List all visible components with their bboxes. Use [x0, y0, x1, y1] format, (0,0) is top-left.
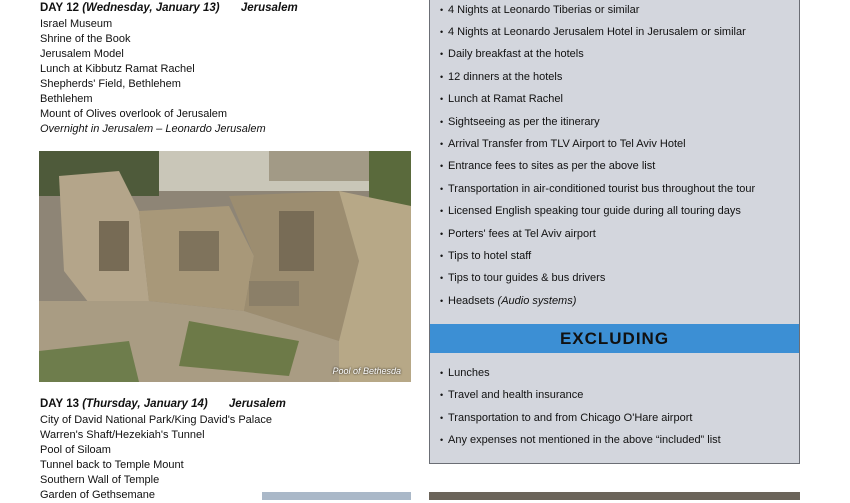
day13-itinerary [40, 413, 272, 503]
itinerary-line: Garden of Gethsemane [40, 489, 155, 501]
inclusions-panel [429, 0, 800, 464]
itinerary-line: Bethlehem [40, 93, 93, 105]
list-item: • Sightseeing as per the itinerary [440, 111, 755, 133]
day13-heading [40, 398, 286, 410]
bullet-icon: • [440, 161, 444, 172]
photo-caption: Pool of Bethesda [332, 366, 401, 376]
list-item: • Tips to tour guides & bus drivers [440, 267, 755, 289]
bullet-icon: • [440, 295, 444, 306]
bullet-icon: • [440, 183, 444, 194]
itinerary-line: City of David National Park/King David's Palace [40, 414, 272, 426]
itinerary-line: Southern Wall of Temple [40, 474, 160, 486]
list-item: • Tips to hotel staff [440, 245, 755, 267]
bullet-icon: • [440, 49, 444, 60]
list-item: • Any expenses not mentioned in the above “included” list [440, 429, 721, 451]
itinerary-line: Pool of Siloam [40, 444, 111, 456]
day12-itinerary [40, 17, 266, 137]
itinerary-line: Tunnel back to Temple Mount [40, 459, 184, 471]
day13-label: DAY 13 [40, 398, 80, 410]
bullet-icon: • [440, 228, 444, 239]
itinerary-line: Jerusalem Model [40, 48, 124, 60]
list-item: • Daily breakfast at the hotels [440, 43, 755, 65]
day12-label: DAY 12 [40, 2, 80, 14]
excluding-list [440, 362, 721, 452]
itinerary-line: Warren's Shaft/Hezekiah's Tunnel [40, 429, 205, 441]
itinerary-line: Israel Museum [40, 18, 113, 30]
bullet-icon: • [440, 390, 444, 401]
bullet-icon: • [440, 94, 444, 105]
day12-city: Jerusalem [240, 2, 298, 14]
list-item: • 4 Nights at Leonardo Jerusalem Hotel in Jerusalem or similar [440, 21, 755, 43]
list-item: • Lunches [440, 362, 721, 384]
bullet-icon: • [440, 368, 444, 378]
bullet-icon: • [440, 412, 444, 423]
list-item: • Licensed English speaking tour guide during all touring days [440, 200, 755, 222]
itinerary-line: Shepherds' Field, Bethlehem [40, 78, 181, 90]
itinerary-line: Mount of Olives overlook of Jerusalem [40, 108, 228, 120]
list-item: • Entrance fees to sites as per the above list [440, 155, 755, 177]
list-item: • Headsets (Audio systems) [440, 290, 755, 312]
bullet-icon: • [440, 206, 444, 217]
bottom-photo-right [429, 492, 800, 500]
overnight-line: Overnight in Jerusalem – Leonardo Jerusalem [40, 123, 266, 135]
day13-city: Jerusalem [228, 398, 286, 410]
list-item: • Lunch at Ramat Rachel [440, 88, 755, 110]
list-item: • Porters' fees at Tel Aviv airport [440, 223, 755, 245]
day12-heading [40, 2, 298, 14]
list-item: • Transportation in air-conditioned tourist bus throughout the tour [440, 178, 755, 200]
list-item: • 12 dinners at the hotels [440, 66, 755, 88]
bottom-photo-left [262, 492, 411, 500]
list-item: • Travel and health insurance [440, 384, 721, 406]
list-item: • Arrival Transfer from TLV Airport to Tel Aviv Hotel [440, 133, 755, 155]
itinerary-line: Shrine of the Book [40, 33, 131, 45]
included-list [440, 0, 755, 312]
day12-date: (Wednesday, January 13) [82, 2, 220, 14]
itinerary-line: Lunch at Kibbutz Ramat Rachel [40, 63, 195, 75]
bullet-icon: • [440, 250, 444, 261]
bullet-icon: • [440, 273, 444, 284]
bullet-icon: • [440, 116, 444, 127]
bullet-icon: • [440, 5, 444, 15]
excluding-heading: EXCLUDING [430, 324, 799, 353]
bullet-icon: • [440, 435, 444, 446]
day13-date: (Thursday, January 14) [82, 398, 208, 410]
bullet-icon: • [440, 27, 444, 37]
bullet-icon: • [440, 138, 444, 149]
list-item: • 4 Nights at Leonardo Tiberias or similar [440, 0, 755, 21]
list-item: • Transportation to and from Chicago O'Hare airport [440, 407, 721, 429]
pool-of-bethesda-photo [39, 151, 411, 382]
bullet-icon: • [440, 71, 444, 82]
